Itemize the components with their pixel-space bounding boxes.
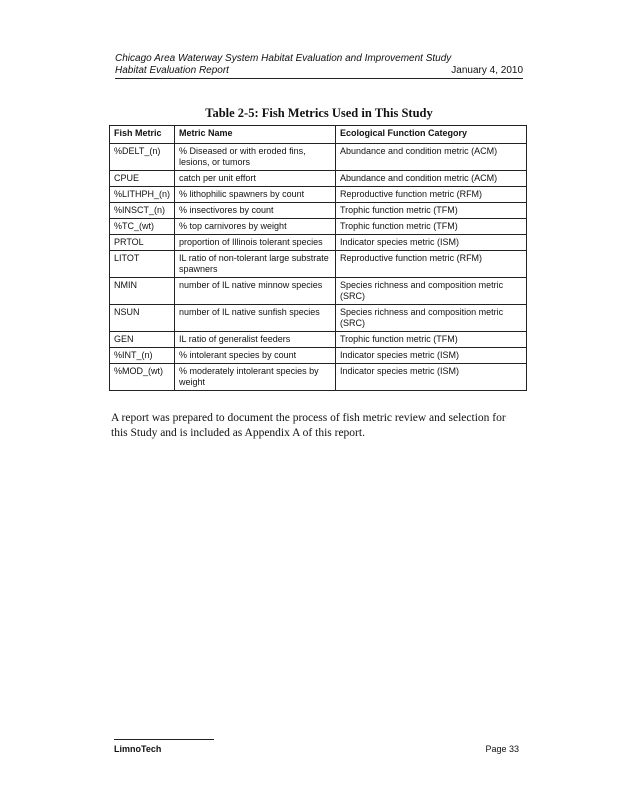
table-row	[110, 171, 527, 187]
fish-metric-cell: %TC_(wt)	[110, 219, 175, 235]
metric-name-cell: IL ratio of generalist feeders	[175, 332, 336, 348]
header-study-title: Chicago Area Waterway System Habitat Evaluation and Improvement Study	[115, 53, 452, 64]
table-body	[110, 144, 527, 391]
fish-metric-cell: LITOT	[110, 251, 175, 278]
table-header-row	[110, 126, 527, 144]
function-category-cell: Trophic function metric (TFM)	[336, 332, 527, 348]
header-row	[115, 65, 523, 79]
table-row	[110, 187, 527, 203]
metric-name-cell: % lithophilic spawners by count	[175, 187, 336, 203]
function-category-cell: Indicator species metric (ISM)	[336, 235, 527, 251]
table-row	[110, 305, 527, 332]
body-paragraph: A report was prepared to document the process of fish metric review and selection for this Study and is included as Appendix A of this report.	[111, 412, 506, 439]
header-report-title: Habitat Evaluation Report	[115, 65, 229, 76]
fish-metric-cell: NSUN	[110, 305, 175, 332]
metric-name-cell: number of IL native minnow species	[175, 278, 336, 305]
metric-name-cell: catch per unit effort	[175, 171, 336, 187]
page-header	[115, 53, 523, 79]
metric-name-cell: % moderately intolerant species by weight	[175, 364, 336, 391]
table-row	[110, 364, 527, 391]
metric-name-cell: IL ratio of non-tolerant large substrate spawners	[175, 251, 336, 278]
footer-company: LimnoTech	[114, 744, 162, 754]
table-row	[110, 219, 527, 235]
metric-name-cell: proportion of Illinois tolerant species	[175, 235, 336, 251]
fish-metrics-table	[109, 125, 527, 391]
column-header: Metric Name	[175, 126, 336, 144]
table-row	[110, 235, 527, 251]
metric-name-cell: % top carnivores by weight	[175, 219, 336, 235]
function-category-cell: Species richness and composition metric (SRC)	[336, 278, 527, 305]
footer-rule	[114, 739, 214, 740]
fish-metric-cell: %INSCT_(n)	[110, 203, 175, 219]
fish-metric-cell: NMIN	[110, 278, 175, 305]
function-category-cell: Indicator species metric (ISM)	[336, 364, 527, 391]
fish-metric-cell: %LITHPH_(n)	[110, 187, 175, 203]
fish-metric-cell: CPUE	[110, 171, 175, 187]
fish-metric-cell: %MOD_(wt)	[110, 364, 175, 391]
column-header: Ecological Function Category	[336, 126, 527, 144]
fish-metric-cell: %INT_(n)	[110, 348, 175, 364]
function-category-cell: Reproductive function metric (RFM)	[336, 187, 527, 203]
column-header: Fish Metric	[110, 126, 175, 144]
metric-name-cell: number of IL native sunfish species	[175, 305, 336, 332]
fish-metric-cell: %DELT_(n)	[110, 144, 175, 171]
function-category-cell: Species richness and composition metric (SRC)	[336, 305, 527, 332]
table-row	[110, 144, 527, 171]
table-title: Table 2-5: Fish Metrics Used in This Study	[205, 106, 433, 120]
table-row	[110, 251, 527, 278]
function-category-cell: Reproductive function metric (RFM)	[336, 251, 527, 278]
function-category-cell: Indicator species metric (ISM)	[336, 348, 527, 364]
function-category-cell: Trophic function metric (TFM)	[336, 219, 527, 235]
metric-name-cell: % insectivores by count	[175, 203, 336, 219]
table-row	[110, 278, 527, 305]
function-category-cell: Abundance and condition metric (ACM)	[336, 144, 527, 171]
fish-metric-cell: PRTOL	[110, 235, 175, 251]
table-row	[110, 332, 527, 348]
function-category-cell: Trophic function metric (TFM)	[336, 203, 527, 219]
header-date: January 4, 2010	[451, 65, 523, 76]
metric-name-cell: % Diseased or with eroded fins, lesions, or tumors	[175, 144, 336, 171]
function-category-cell: Abundance and condition metric (ACM)	[336, 171, 527, 187]
table-row	[110, 348, 527, 364]
metric-name-cell: % intolerant species by count	[175, 348, 336, 364]
footer-page-number: Page 33	[485, 744, 519, 754]
fish-metric-cell: GEN	[110, 332, 175, 348]
table-row	[110, 203, 527, 219]
